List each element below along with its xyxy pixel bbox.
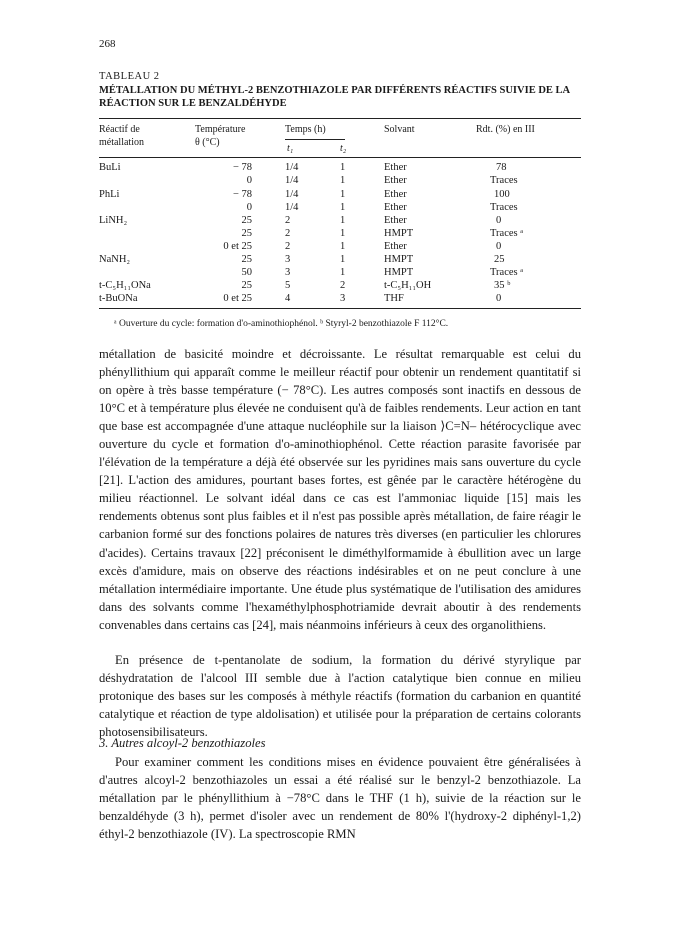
cell-temperature: 25	[241, 254, 252, 265]
cell-t2: 1	[340, 202, 346, 213]
cell-t1: 1/4	[285, 162, 299, 173]
cell-t2: 1	[340, 162, 346, 173]
cell-temperature: 25	[241, 228, 252, 239]
paragraph-text: métallation de basicité moindre et décroissante. Le résultat remarquable est celui du phényllithium qui apparaît comme le meilleur réactif pour obtenir un rendement quantitatif si on opère à très basse température (− 78°C). Les autres composés sont inactifs en dessous de 10°C et à température plus élevée ne conduisent qu'à de faibles rendements. Leur action en tant que base est accompagnée d'une attaque nucléophile sur la liaison ⟩C=N– hétérocyclique avec ouverture du cycle et formation d'o-aminothiophénol. Cette réaction parasite favorisée par l'élévation de la température a déjà été observée sur les pyridines mais sans ouverture du cycle [21]. L'action des amidures, pourtant bases fortes, est gênée par le caractère hétérogène du milieu réactionnel. Le solvant idéal dans ce cas est l'ammoniac liquide [15] mais les rendements obtenus sont plus faibles et il n'est pas possible après métallation, de faire réagir le carbanion formé sur des fonctions polaires de natures très diverses (en particulier les chlorures d'acides). Certains travaux [22] préconisent le diméthylformamide à ébullition avec un large excès d'amidure, mais on observe des réactions indésirables et on ne peut conclure à une métallation intermédiaire importante. Une étude plus systématique de l'utilisation des amidures dans des solvants comme l'hexaméthylphosphotriamide devrait aboutir à des rendements convenables dans certains cas [24], mais néanmoins inférieurs à ceux des organolithiens.	[99, 347, 581, 632]
cell-solvant: Ether	[384, 162, 407, 173]
section-heading: 3. Autres alcoyl-2 benzothiazoles	[99, 736, 266, 750]
header-reactif-1: Réactif de	[99, 124, 140, 135]
cell-rdt: Traces	[490, 175, 518, 186]
cell-solvant: t-C₅H₁₁OH	[384, 280, 432, 291]
cell-t1: 5	[285, 280, 291, 291]
cell-temperature: 0	[246, 202, 252, 213]
cell-reactif: BuLi	[99, 162, 121, 173]
cell-reactif: LiNH₂	[99, 215, 128, 226]
cell-rdt: 100	[494, 189, 510, 200]
cell-rdt: 0	[496, 215, 502, 226]
cell-solvant: Ether	[384, 215, 407, 226]
body-paragraph-2	[99, 651, 581, 741]
paragraph-text: Pour examiner comment les conditions mises en évidence pouvaient être généralisées à d'autres alcoyl-2 benzothiazoles un essai a été réalisé sur le benzyl-2 benzothiazole. La métallation par le phényllithium à −78°C dans le THF (1 h), suivie de la réaction sur le benzaldéhyde (3 h), permet d'isoler avec un rendement de 80% l'(hydroxy-2 diphényl-1,2) éthyl-2 benzothiazole (IV). La spectroscopie RMN	[99, 755, 581, 842]
cell-temperature: 0	[246, 175, 252, 186]
cell-t2: 1	[340, 189, 346, 200]
cell-t1: 3	[285, 254, 291, 265]
header-rdt: Rdt. (%) en III	[476, 124, 535, 135]
cell-solvant: THF	[384, 293, 404, 304]
table-footnote: ᵃ Ouverture du cycle: formation d'o-aminothiophénol. ᵇ Styryl-2 benzothiazole F 112°C.	[114, 319, 449, 329]
cell-t2: 1	[340, 228, 346, 239]
table-label: TABLEAU 2	[99, 71, 160, 82]
header-t2: t₂	[340, 143, 347, 154]
body-paragraph-1	[99, 345, 581, 634]
cell-reactif: t-BuONa	[99, 293, 138, 304]
cell-rdt: 0	[496, 241, 502, 252]
cell-t1: 4	[285, 293, 291, 304]
header-temps-rule	[285, 139, 345, 140]
cell-rdt: Traces ᵃ	[490, 228, 524, 239]
table-bottom-rule	[99, 308, 581, 309]
page-number: 268	[99, 38, 116, 50]
cell-rdt: 78	[496, 162, 507, 173]
cell-t2: 1	[340, 267, 346, 278]
cell-temperature: 25	[241, 215, 252, 226]
cell-t1: 2	[285, 228, 291, 239]
cell-temperature: 25	[241, 280, 252, 291]
cell-t1: 3	[285, 267, 291, 278]
cell-rdt: Traces	[490, 202, 518, 213]
cell-temperature: − 78	[232, 162, 252, 173]
cell-temperature: 50	[241, 267, 252, 278]
header-t1: t₁	[287, 143, 294, 154]
table-title: MÉTALLATION DU MÉTHYL-2 BENZOTHIAZOLE PAR DIFFÉRENTS RÉACTIFS SUIVIE DE LA RÉACTION SUR LE BENZALDÉHYDE	[99, 85, 570, 109]
cell-rdt: Traces ᵃ	[490, 267, 524, 278]
header-solvant: Solvant	[384, 124, 415, 135]
cell-t1: 2	[285, 241, 291, 252]
cell-solvant: Ether	[384, 189, 407, 200]
cell-t2: 2	[340, 280, 346, 291]
cell-t2: 1	[340, 175, 346, 186]
header-reactif-2: métallation	[99, 137, 144, 148]
cell-solvant: HMPT	[384, 267, 414, 278]
cell-rdt: 0	[496, 293, 502, 304]
cell-temperature: 0 et 25	[223, 293, 252, 304]
table-header-rule	[99, 157, 581, 158]
cell-solvant: HMPT	[384, 254, 414, 265]
cell-t1: 1/4	[285, 189, 299, 200]
body-paragraph-3	[99, 753, 581, 843]
cell-solvant: Ether	[384, 241, 407, 252]
cell-t2: 1	[340, 215, 346, 226]
table-top-rule	[99, 118, 581, 119]
header-temperature-1: Température	[195, 124, 246, 135]
cell-t1: 1/4	[285, 202, 299, 213]
header-temps: Temps (h)	[285, 124, 326, 135]
cell-rdt: 25	[494, 254, 505, 265]
cell-t1: 2	[285, 215, 291, 226]
cell-solvant: HMPT	[384, 228, 414, 239]
cell-t1: 1/4	[285, 175, 299, 186]
cell-solvant: Ether	[384, 202, 407, 213]
cell-t2: 3	[340, 293, 346, 304]
paragraph-text: En présence de t-pentanolate de sodium, la formation du dérivé styrylique par déshydratation de l'alcool III semble due à l'action catalytique bien connue en milieu protonique des bases sur les composés à méthyle réactifs (formation du carbanion en quantité catalytique et réaction de type aldolisation) et utilisée pour la préparation de certains colorants photosensibilisateurs.	[99, 653, 581, 740]
cell-rdt: 35 ᵇ	[494, 280, 511, 291]
header-temperature-2: θ (°C)	[195, 137, 220, 148]
cell-t2: 1	[340, 241, 346, 252]
cell-temperature: 0 et 25	[223, 241, 252, 252]
cell-temperature: − 78	[232, 189, 252, 200]
cell-t2: 1	[340, 254, 346, 265]
cell-solvant: Ether	[384, 175, 407, 186]
cell-reactif: t-C₅H₁₁ONa	[99, 280, 151, 291]
cell-reactif: NaNH₂	[99, 254, 131, 265]
cell-reactif: PhLi	[99, 189, 120, 200]
